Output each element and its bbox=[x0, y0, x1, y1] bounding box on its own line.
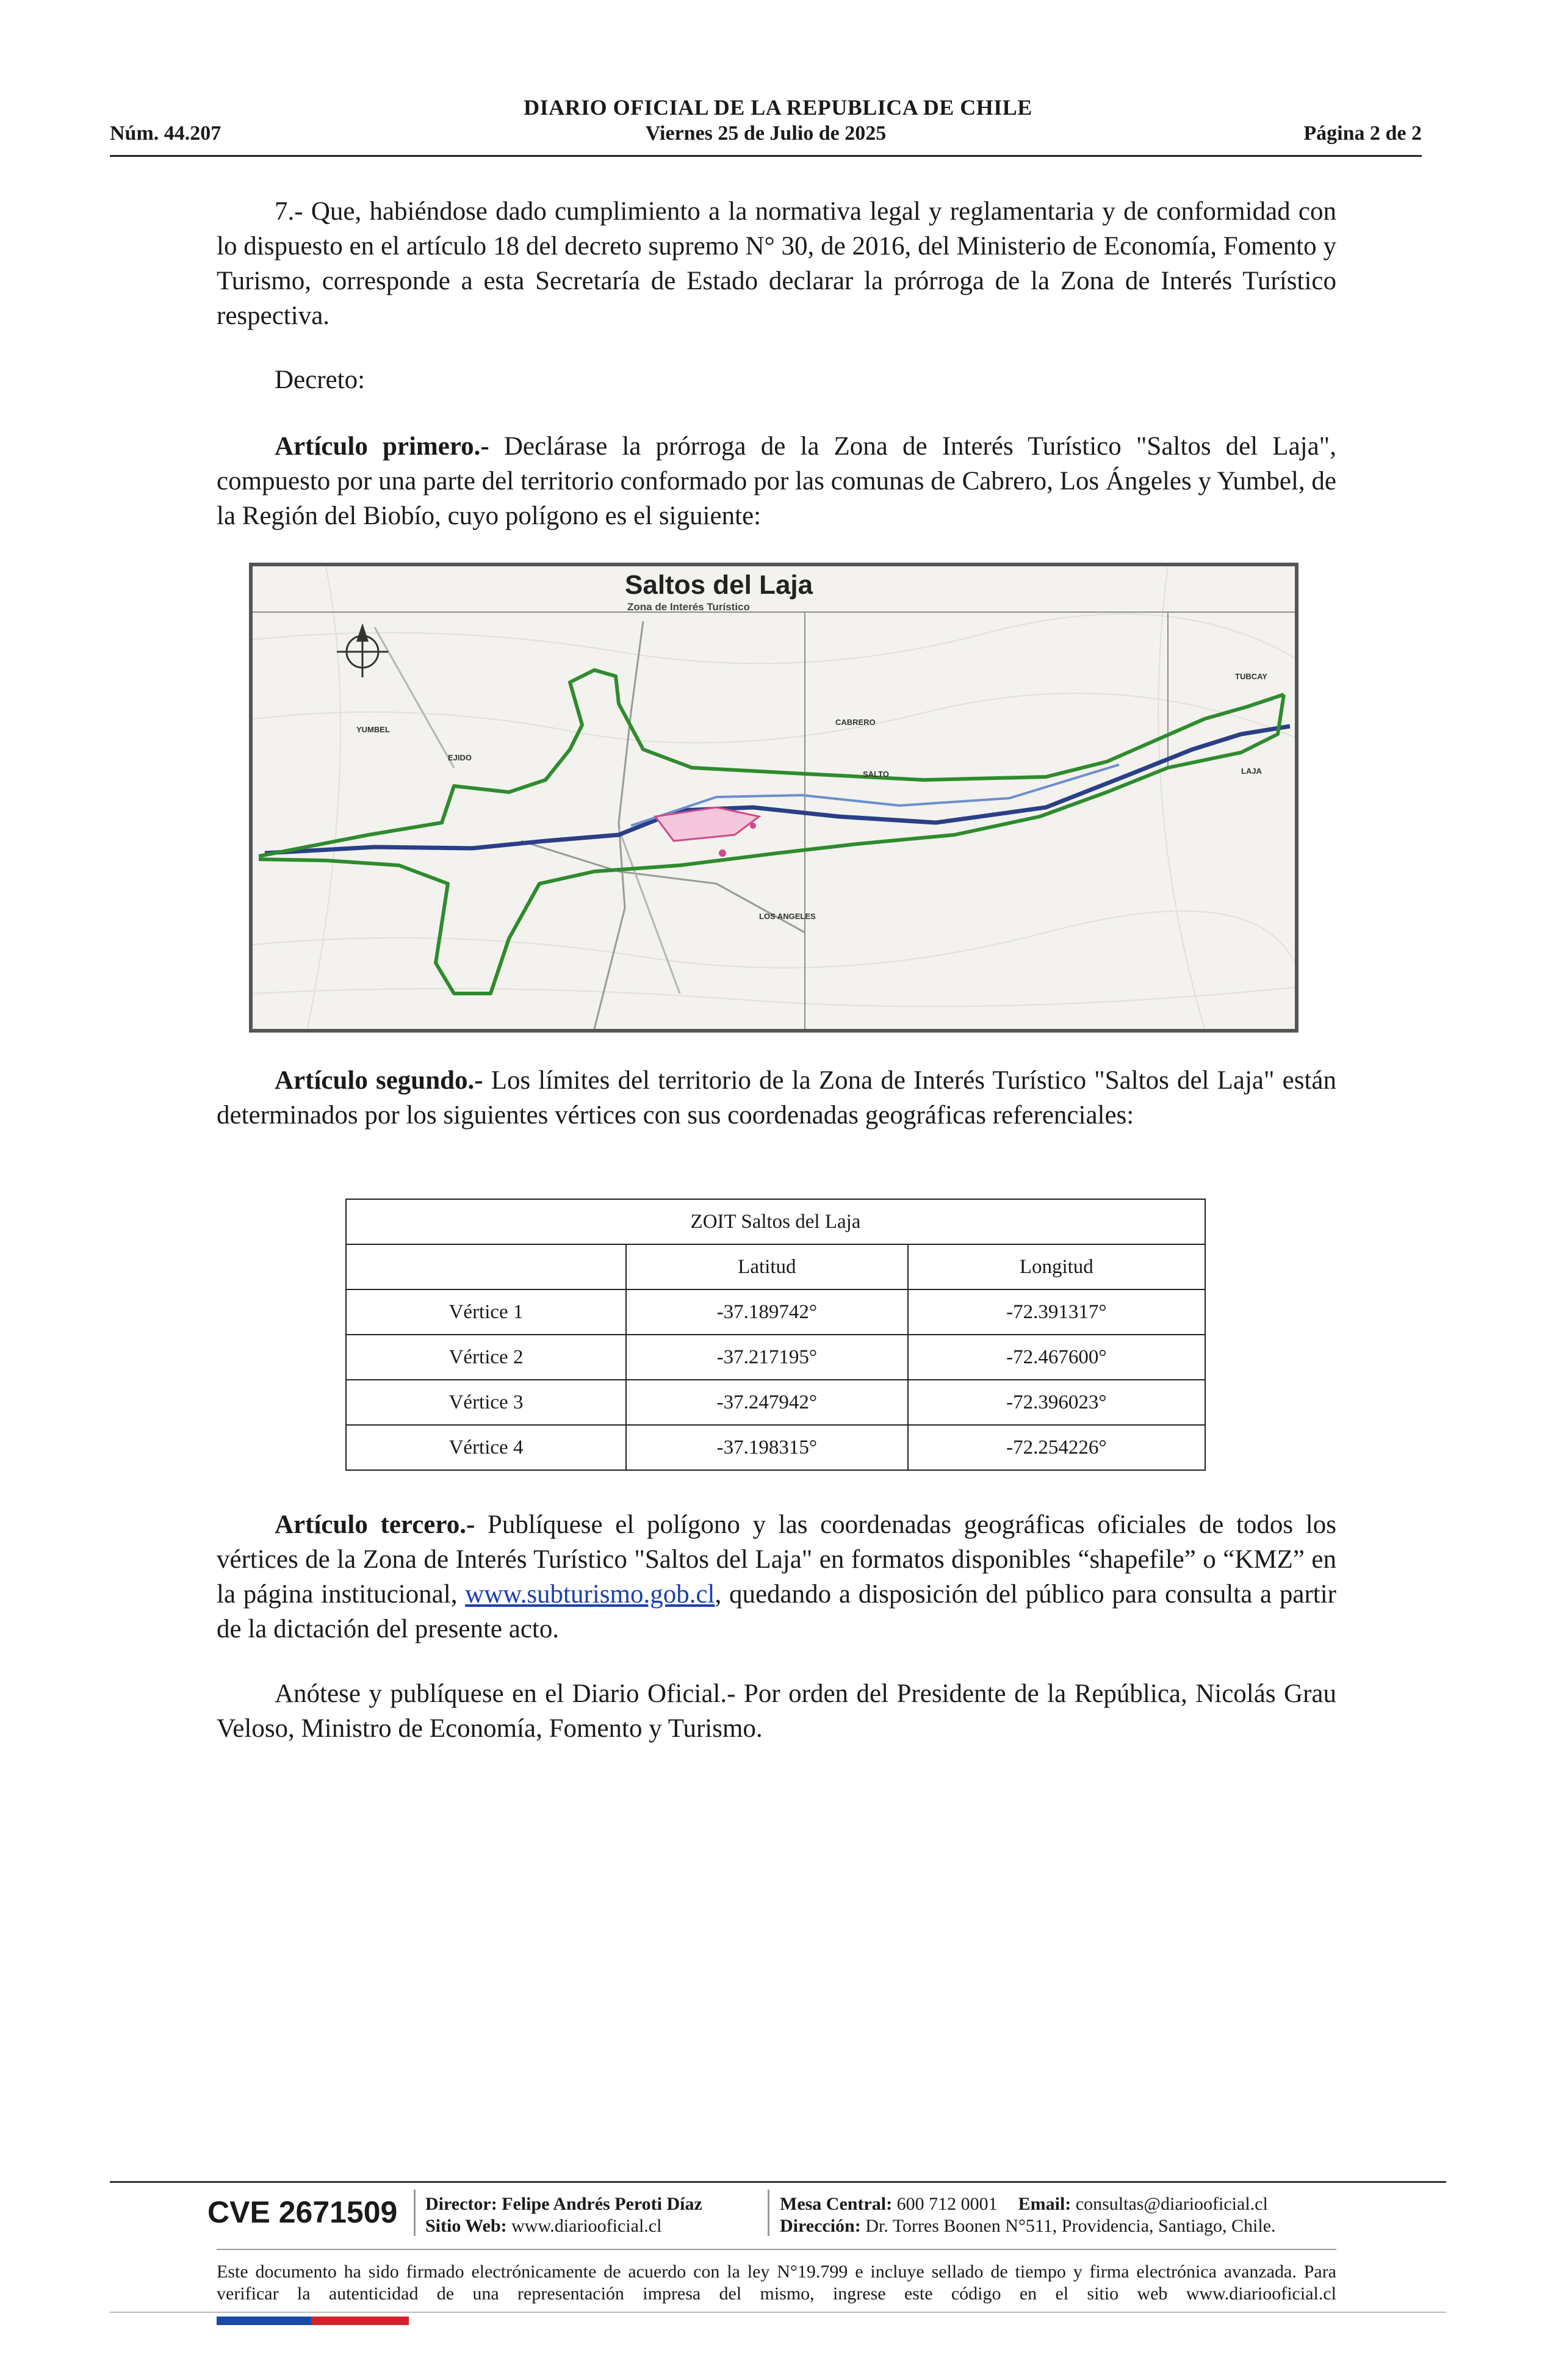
closing-paragraph bbox=[217, 1676, 1336, 1746]
article-third-text-a: Publíquese el polígono y las coordenadas geográficas oficiales de todos los vértices de la Zona de Interés Turístico "Saltos del Laja" en formatos disponibles “shapefile” o “KMZ” en la página institucional, bbox=[217, 1510, 1336, 1609]
map-zone-boundary bbox=[259, 670, 1284, 993]
mesa-label: Mesa Central: bbox=[780, 2194, 893, 2214]
footer-divider-mid bbox=[217, 2249, 1336, 2250]
article-first bbox=[217, 429, 1336, 533]
cve-code: CVE 2671509 bbox=[207, 2195, 398, 2229]
vertex-longitude: -72.254226° bbox=[908, 1425, 1205, 1470]
map-label-los-angeles: LOS ANGELES bbox=[759, 912, 816, 921]
article-third-text-b: , quedando a disposición del público para consulta a partir de la dictación del presente acto. bbox=[217, 1580, 1336, 1643]
website-value: www.diariooficial.cl bbox=[506, 2216, 662, 2236]
map-label-yumbel: YUMBEL bbox=[356, 725, 390, 734]
vertex-latitude: -37.198315° bbox=[626, 1425, 908, 1470]
subturismo-link[interactable]: www.subturismo.gob.cl bbox=[465, 1580, 715, 1609]
table-row bbox=[346, 1335, 1205, 1380]
decreto-heading bbox=[217, 362, 1336, 397]
map-label-cabrero: CABRERO bbox=[835, 718, 876, 727]
vertex-latitude: -37.247942° bbox=[626, 1380, 908, 1425]
director-name: Felipe Andrés Peroti Díaz bbox=[497, 2194, 702, 2214]
vertex-name: Vértice 3 bbox=[346, 1380, 626, 1425]
vertex-longitude: -72.396023° bbox=[908, 1380, 1205, 1425]
address-label: Dirección: bbox=[780, 2216, 861, 2236]
closing-text: Anótese y publíquese en el Diario Oficial.- Por orden del Presidente de la República, Nicolás Grau Veloso, Ministro de Economía, Fomento y Turismo. bbox=[217, 1679, 1336, 1743]
table-header-empty bbox=[346, 1244, 626, 1289]
article-second-label: Artículo segundo.- bbox=[275, 1066, 483, 1095]
mesa-value: 600 712 0001 bbox=[892, 2194, 998, 2214]
article-second-text: Los límites del territorio de la Zona de Interés Turístico "Saltos del Laja" están determinados por los siguientes vértices con sus coordenadas geográficas referenciales: bbox=[217, 1066, 1336, 1130]
footer-separator bbox=[414, 2190, 416, 2236]
footer-separator bbox=[768, 2190, 769, 2236]
map-river bbox=[265, 726, 1290, 853]
flag-stripe-blue bbox=[217, 2317, 311, 2325]
vertices-table bbox=[345, 1199, 1206, 1471]
vertex-name: Vértice 4 bbox=[346, 1425, 626, 1470]
table-row bbox=[346, 1425, 1205, 1470]
director-label: Director: bbox=[425, 2194, 497, 2214]
header-row bbox=[110, 122, 1422, 150]
flag-stripe-red bbox=[311, 2317, 409, 2325]
newspaper-title: DIARIO OFICIAL DE LA REPUBLICA DE CHILE bbox=[524, 95, 1032, 120]
map-grid bbox=[253, 612, 1295, 1029]
website-label: Sitio Web: bbox=[425, 2216, 507, 2236]
issue-date: Viernes 25 de Julio de 2025 bbox=[645, 122, 887, 145]
zoit-map bbox=[249, 563, 1298, 1033]
email-label: Email: bbox=[1018, 2194, 1072, 2214]
map-title: Saltos del Laja bbox=[625, 570, 813, 600]
table-header-row bbox=[346, 1244, 1205, 1289]
map-urban-area bbox=[655, 807, 759, 857]
table-row bbox=[346, 1380, 1205, 1425]
header-divider bbox=[110, 155, 1422, 157]
footer-address bbox=[780, 2215, 1276, 2237]
article-first-text: Declárase la prórroga de la Zona de Interés Turístico "Saltos del Laja", compuesto por una parte del territorio conformado por las comunas de Cabrero, Los Ángeles y Yumbel, de la Región del Biobío, cuyo polígono es el siguiente: bbox=[217, 432, 1336, 530]
table-row bbox=[346, 1289, 1205, 1335]
table-title: ZOIT Saltos del Laja bbox=[346, 1199, 1205, 1244]
vertex-longitude: -72.467600° bbox=[908, 1335, 1205, 1380]
map-terrain bbox=[253, 566, 1295, 1029]
article-second bbox=[217, 1063, 1336, 1133]
footer-contact bbox=[780, 2193, 1268, 2215]
article-first-label: Artículo primero.- bbox=[275, 432, 489, 461]
vertex-latitude: -37.189742° bbox=[626, 1289, 908, 1335]
article-third bbox=[217, 1507, 1336, 1646]
vertex-latitude: -37.217195° bbox=[626, 1335, 908, 1380]
table-title-row bbox=[346, 1199, 1205, 1244]
vertex-name: Vértice 2 bbox=[346, 1335, 626, 1380]
footer-director bbox=[425, 2193, 702, 2215]
decreto-text: Decreto: bbox=[275, 366, 366, 394]
article-third-label: Artículo tercero.- bbox=[275, 1510, 475, 1539]
footer-divider-bottom bbox=[110, 2312, 1446, 2313]
table-header-latitude: Latitud bbox=[626, 1244, 908, 1289]
paragraph-text: 7.- Que, habiéndose dado cumplimiento a la normativa legal y reglamentaria y de conformidad con lo dispuesto en el artículo 18 del decreto supremo N° 30, de 2016, del Ministerio de Economía, Fomento y Turismo, corresponde a esta Secretaría de Estado declarar la prórroga de la Zona de Interés Turístico respectiva. bbox=[217, 197, 1336, 330]
map-label-salto: SALTO bbox=[863, 770, 889, 779]
electronic-signature-notice: Este documento ha sido firmado electrónicamente de acuerdo con la ley N°19.799 e incluye sellado de tiempo y firma electrónica avanzada. Para verificar la autenticidad de una representación impresa del mismo, ingrese este código en el sitio web www.diariooficial.cl bbox=[217, 2262, 1336, 2304]
map-subtitle: Zona de Interés Turístico bbox=[627, 601, 750, 613]
vertex-name: Vértice 1 bbox=[346, 1289, 626, 1335]
issue-number: Núm. 44.207 bbox=[110, 122, 222, 145]
map-canvas bbox=[253, 566, 1295, 1029]
map-label-ejido: EJIDO bbox=[448, 753, 472, 762]
map-label-laja: LAJA bbox=[1241, 766, 1262, 776]
table-header-longitude: Longitud bbox=[908, 1244, 1205, 1289]
email-value: consultas@diariooficial.cl bbox=[1071, 2194, 1268, 2214]
vertex-longitude: -72.391317° bbox=[908, 1289, 1205, 1335]
footer-website bbox=[425, 2215, 661, 2237]
paragraph-considerando-7 bbox=[217, 194, 1336, 333]
map-label-tubcay: TUBCAY bbox=[1235, 672, 1267, 681]
address-value: Dr. Torres Boonen N°511, Providencia, Santiago, Chile. bbox=[860, 2216, 1276, 2236]
footer-divider-top bbox=[110, 2181, 1446, 2183]
page-number: Página 2 de 2 bbox=[1303, 122, 1422, 145]
